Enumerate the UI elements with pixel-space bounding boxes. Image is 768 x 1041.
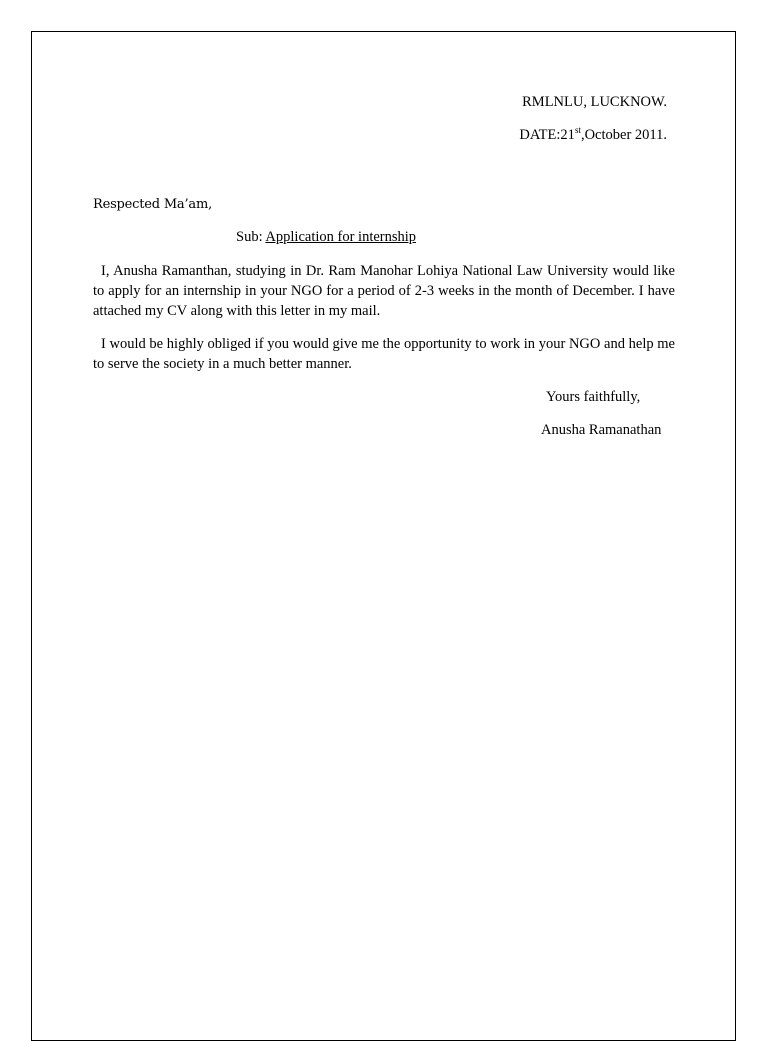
date-prefix: DATE:21 [519,127,575,143]
letter-page [31,31,736,1041]
closing-phrase: Yours faithfully, [546,389,641,405]
subject-line [236,229,416,246]
body-paragraph-2: I would be highly obliged if you would give me the opportunity to work in your NGO and help me to serve the society in a much better manner. [93,336,675,372]
sender-address: RMLNLU, LUCKNOW. [522,94,667,110]
signature-name: Anusha Ramanathan [541,422,662,438]
letter-date [519,127,667,144]
date-suffix: ,October 2011. [580,127,667,143]
subject-label: Sub: [236,229,266,245]
salutation: Respected Ma’am, [93,197,213,212]
date-ordinal-suffix: st [574,125,581,136]
body-paragraph-1: I, Anusha Ramanthan, studying in Dr. Ram Manohar Lohiya National Law University would like to apply for an internship in your NGO for a period of 2-3 weeks in the month of December. I have attached my CV along with this letter in my mail. [93,263,675,319]
subject-text: Application for internship [265,229,417,245]
